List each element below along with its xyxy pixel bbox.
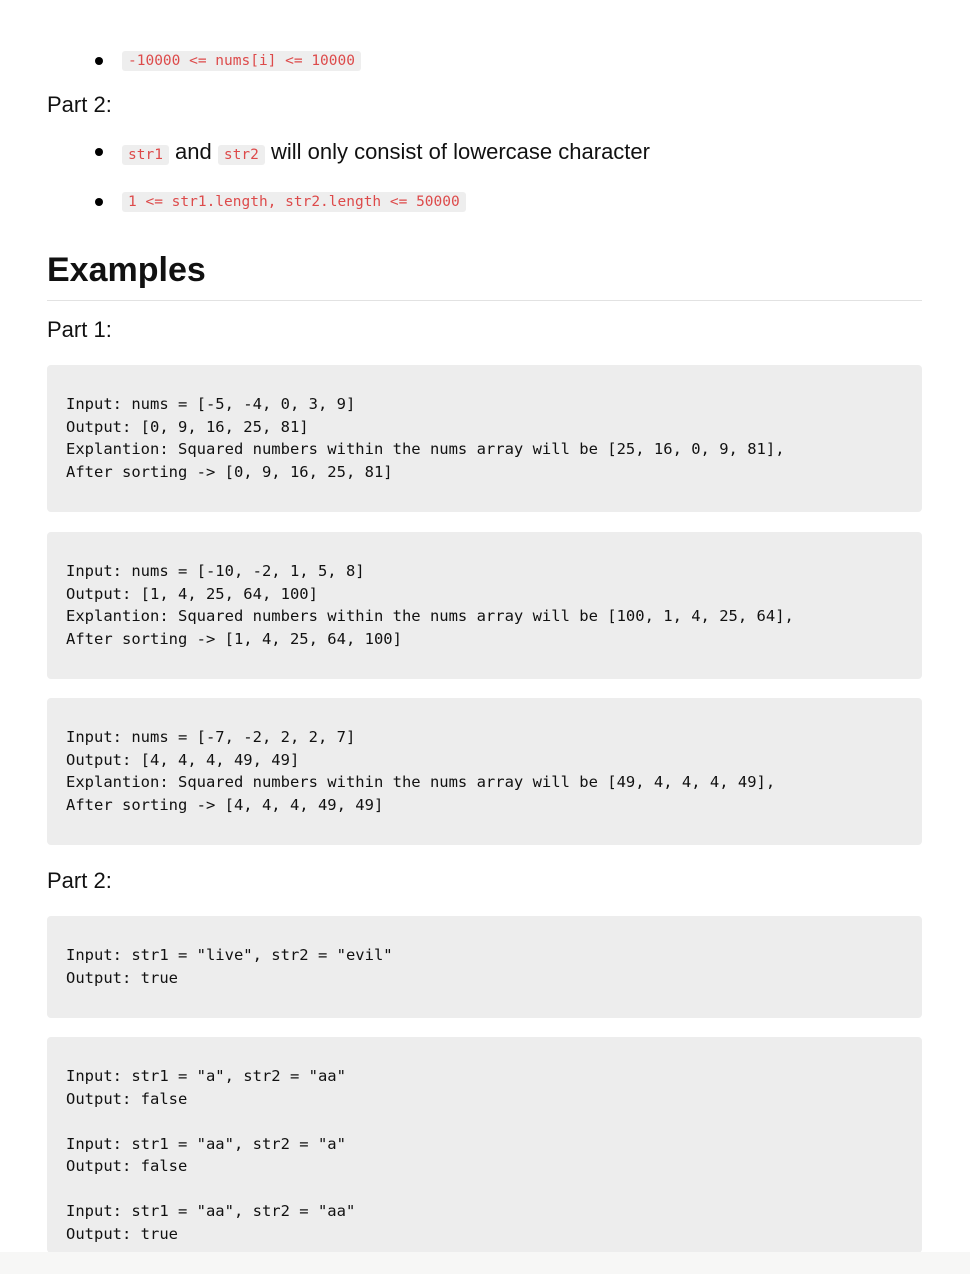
code-block: Input: nums = [-7, -2, 2, 2, 7] Output: [4, 4, 4, 49, 49] Explantion: Squared numbers within the nums array will be [49, 4, 4, 4, 49], After sorting -> [4, 4, 4, 49, 49] bbox=[47, 698, 922, 845]
examples-part1-heading: Part 1: bbox=[47, 317, 112, 342]
code-block: Input: str1 = "a", str2 = "aa" Output: false Input: str1 = "aa", str2 = "a" Output: false Input: str1 = "aa", str2 = "aa" Output: true bbox=[47, 1037, 922, 1253]
list-item bbox=[47, 188, 922, 216]
inline-code-str2: str2 bbox=[218, 145, 265, 165]
examples-heading: Examples bbox=[47, 251, 206, 289]
part2-constraints-heading: Part 2: bbox=[47, 92, 112, 117]
bullet-icon bbox=[95, 198, 103, 206]
examples-part2-heading: Part 2: bbox=[47, 868, 112, 893]
code-block: Input: nums = [-5, -4, 0, 3, 9] Output: [0, 9, 16, 25, 81] Explantion: Squared numbers within the nums array will be [25, 16, 0, 9, 81], After sorting -> [0, 9, 16, 25, 81] bbox=[47, 365, 922, 512]
page-bottom-edge bbox=[0, 1252, 970, 1274]
inline-code-str1: str1 bbox=[122, 145, 169, 165]
list-item bbox=[47, 47, 361, 75]
inline-code: -10000 <= nums[i] <= 10000 bbox=[122, 51, 361, 71]
part2-constraints-list bbox=[47, 138, 922, 216]
list-item-text: and bbox=[175, 139, 212, 164]
bullet-icon bbox=[95, 57, 103, 65]
list-item bbox=[47, 138, 922, 166]
inline-code: 1 <= str1.length, str2.length <= 50000 bbox=[122, 192, 466, 212]
heading-divider bbox=[47, 300, 922, 301]
code-block: Input: str1 = "live", str2 = "evil" Output: true bbox=[47, 916, 922, 1018]
code-block: Input: nums = [-10, -2, 1, 5, 8] Output: [1, 4, 25, 64, 100] Explantion: Squared numbers within the nums array will be [100, 1, 4, 25, 64], After sorting -> [1, 4, 25, 64, 100] bbox=[47, 532, 922, 679]
list-item-text: will only consist of lowercase character bbox=[270, 139, 650, 164]
bullet-icon bbox=[95, 148, 103, 156]
part1-constraints-list bbox=[47, 47, 361, 75]
